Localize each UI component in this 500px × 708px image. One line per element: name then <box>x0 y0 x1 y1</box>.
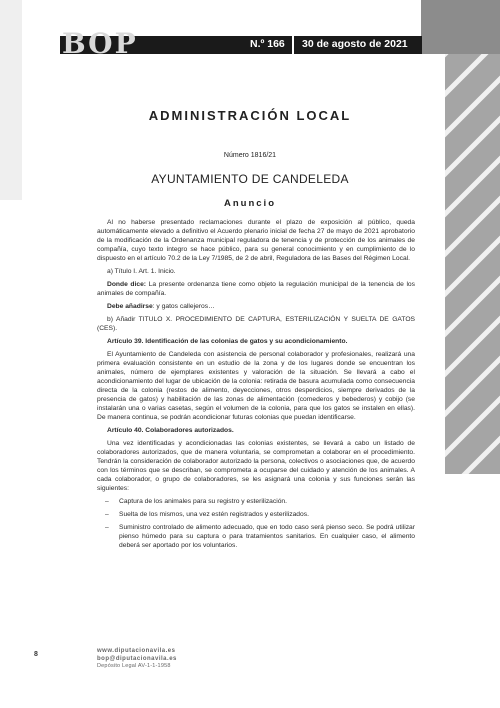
announcement-number: Número 1816/21 <box>223 152 277 159</box>
header-corner-block <box>421 0 500 54</box>
document-body <box>97 218 415 554</box>
donde-dice-text: La presente ordenanza tiene como objeto la regulación municipal de la tenencia de los animales de compañía. <box>97 281 415 297</box>
functions-list <box>97 497 415 550</box>
left-decor-band <box>0 0 22 200</box>
article-40-text: Una vez identificadas y acondicionadas las colonias existentes, se llevará a cabo un listado de colaboradores autorizados, que de manera voluntaria, se comprometan a colaborar en el procedimiento. Tendrán la consideración de colaborador autorizado la persona, colectivos o asociaciones que, de acuerdo con los términos que se describan, se comprometa a ocuparse del cuidado y atención de los animales. A cada colaborador, o grupo de colaboradores, se les asignará una colonia y sus funciones serán las siguientes: <box>97 440 415 492</box>
section-title: ADMINISTRACIÓN LOCAL <box>148 108 352 123</box>
paragraph-donde-dice <box>97 280 415 298</box>
article-39-text: El Ayuntamiento de Candeleda con asistencia de personal colaborador y profesionales, realizará una primera evaluación consistente en un estudio de la zona y de los lugares donde se encuentran los animales, número de ejemplares existentes y valoración de la situación. Se llevará a cabo el acondicionamiento del lugar de ubicación de la colonia: retirada de basura acumulada como consecuencia directa de la colonia (restos de alimento, deyecciones, otros desperdicios, siempre derivados de la presencia de gatos) y habilitación de las zonas de alimentación (comederos y bebederos) y cobijo (se instalarán una o varias casetas, según el volumen de la colonia, para que los gatos se instalen en ellas). De manera continua, se podrán acondicionar futuras colonias que puedan identificarse. <box>97 351 415 421</box>
notice-label: Anuncio <box>224 198 276 209</box>
bop-logo: BOP <box>62 27 138 60</box>
decorative-stripes <box>445 54 500 474</box>
article-39-heading: Artículo 39. Identificación de las colonias de gatos y su acondicionamiento. <box>107 338 348 345</box>
paragraph-intro: Al no haberse presentado reclamaciones durante el plazo de exposición al público, queda automáticamente elevado a definitivo el Acuerdo plenario inicial de fecha 27 de mayo de 2021 aprobatorio de la modificación de la Ordenanza municipal reguladora de tenencia y de protección de los animales de compañía, cuyo texto íntegro se hace público, para su general conocimiento y en cumplimiento de lo dispuesto en el artículo 70.2 de la Ley 7/1985, de 2 de abril, Reguladora de las Bases del Régimen Local. <box>97 219 415 262</box>
footer-legal: Depósito Legal AV-1-1-1958 <box>97 663 171 669</box>
footer-email-link[interactable]: bop@diputacionavila.es <box>97 655 177 662</box>
issue-number: N.º 166 <box>250 38 285 50</box>
debe-anadirse-text: : y gatos callejeros… <box>152 303 215 310</box>
header-separator <box>292 36 294 54</box>
footer <box>97 648 177 671</box>
list-item: – Suministro controlado de alimento adecuado, que en todo caso será pienso seco. Se podrá utilizar pienso húmedo para su captura o para tratamientos sanitarios. En cualquier caso, el alimento deberá ser aportado por los voluntarios. <box>97 523 415 550</box>
footer-web-link[interactable]: www.diputacionavila.es <box>97 648 176 654</box>
issue-date: 30 de agosto de 2021 <box>302 38 408 50</box>
paragraph-item-b: b) Añadir TITULO X. PROCEDIMIENTO DE CAPTURA, ESTERILIZACIÓN Y SUELTA DE GATOS (CES). <box>97 316 415 332</box>
entity-name: AYUNTAMIENTO DE CANDELEDA <box>151 172 349 186</box>
page-number: 8 <box>34 651 38 658</box>
paragraph-item-a: a) Título I. Art. 1. Inicio. <box>107 268 176 275</box>
article-40-heading: Artículo 40. Colaboradores autorizados. <box>107 427 234 434</box>
paragraph-debe-anadirse <box>97 302 415 311</box>
debe-anadirse-label: Debe añadirse <box>107 303 153 310</box>
donde-dice-label: Donde dice: <box>107 281 147 288</box>
list-item: – Suelta de los mismos, una vez estén registrados y esterilizados. <box>97 510 415 519</box>
list-item: – Captura de los animales para su registro y esterilización. <box>97 497 415 506</box>
